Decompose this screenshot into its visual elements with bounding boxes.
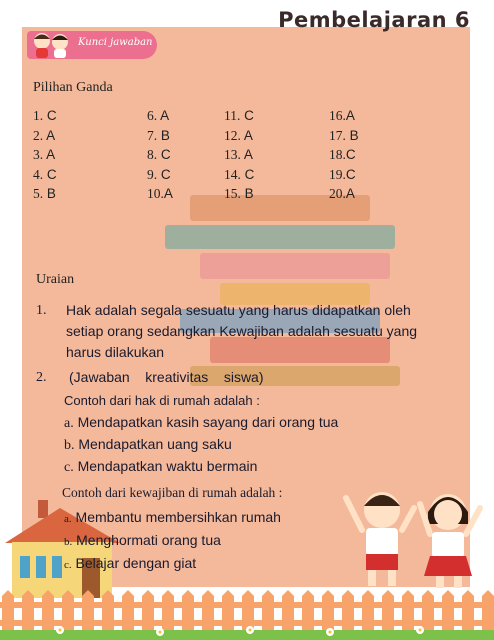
answer-line: setiap orang sedangkan Kewajiban adalah sesuatu yang [66,323,418,339]
rights-heading: Contoh dari hak di rumah adalah : [64,393,260,408]
mcq-item: 18.C [329,147,356,162]
mcq-item: 17. B [329,127,359,143]
mcq-item: 15. B [224,186,254,201]
multiple-choice-heading: Pilihan Ganda [33,80,113,95]
fence-illustration [0,590,494,640]
mcq-column-1 [33,106,57,204]
list-item: c. Belajar dengan giat [64,555,197,571]
answer-line: Hak adalah segala sesuatu yang harus didapatkan oleh [66,302,411,318]
mcq-item: 5. B [33,186,56,201]
mcq-item: 9. C [147,166,171,182]
duties-heading: Contoh dari kewajiban di rumah adalah : [62,485,283,500]
mcq-item: 14. C [224,166,255,182]
essay-q1-answer [66,300,417,363]
mcq-item: 7. B [147,127,170,143]
essay-q1-number: 1. [36,303,47,318]
mcq-item: 3. A [33,147,56,162]
mcq-item: 16.A [329,108,355,123]
mcq-item: 8. C [147,147,171,162]
mcq-item: 19.C [329,166,356,182]
mcq-item: 6. A [147,108,170,123]
mcq-column-3 [224,106,254,204]
mcq-item: 4. C [33,166,57,182]
answer-key-label: Kunci jawaban [78,37,153,48]
mcq-item: 10.A [147,186,173,201]
mcq-item: 12. A [224,127,253,143]
children-icon [30,30,74,60]
essay-heading: Uraian [36,272,75,287]
mcq-item: 13. A [224,147,253,162]
lesson-title: Pembelajaran 6 [278,8,470,32]
list-item: a. Mendapatkan kasih sayang dari orang tua [64,414,339,431]
list-item: c. Mendapatkan waktu bermain [64,458,258,475]
rights-list [64,412,338,478]
list-item: a. Membantu membersihkan rumah [64,509,281,525]
kids-illustration [340,478,490,590]
duties-list [64,507,281,576]
mcq-item: 11. C [224,108,254,123]
list-item: b. Menghormati orang tua [64,532,221,548]
mcq-column-4 [329,106,359,204]
essay-q2-number: 2. [36,370,47,385]
list-item: b. Mendapatkan uang saku [64,436,232,453]
mcq-column-2 [147,106,173,204]
mcq-item: 1. C [33,108,57,123]
essay-q2-intro: (Jawaban kreativitas siswa) [69,369,264,385]
mcq-item: 20.A [329,186,355,201]
mcq-item: 2. A [33,127,56,143]
answer-line: harus dilakukan [66,344,165,360]
